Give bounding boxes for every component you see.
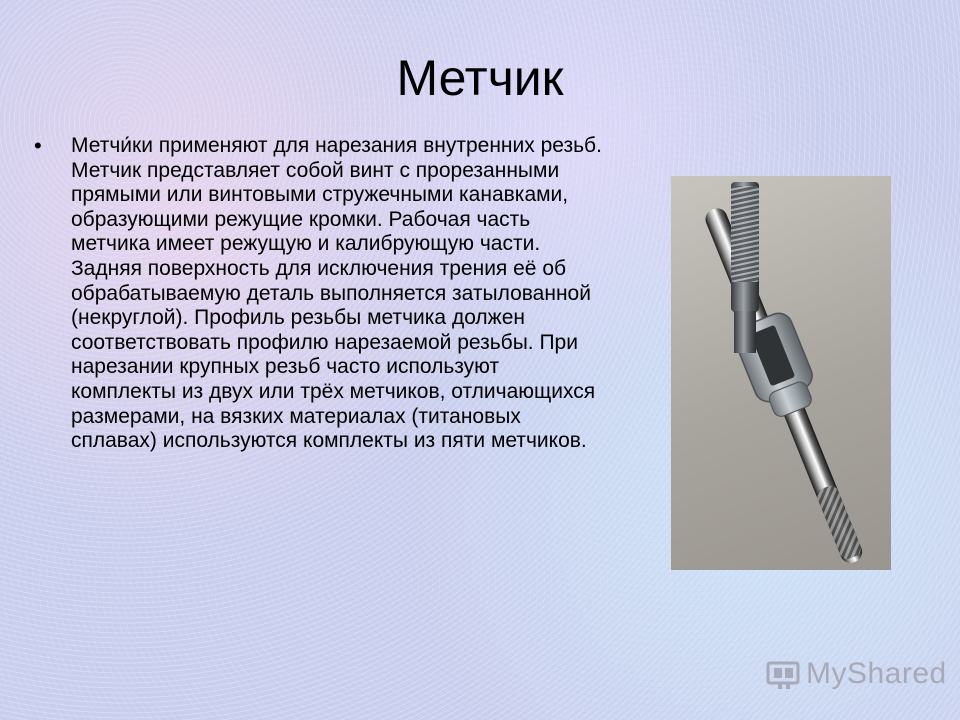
- tap-wrench-photo: [671, 176, 891, 570]
- tap-wrench-illustration: [671, 176, 891, 570]
- bullet-paragraph: Метчи́ки применяют для нарезания внутренних резьб. Метчик представляет собой винт с прорезанными прямыми или винтовыми стружечными канавками, образующими режущие кромки. Рабочая часть метчика имеет режущую и калибрующую части. Задняя поверхность для исключения трения её об обрабатываемую деталь выполняется затылованной (некруглой). Профиль резьбы метчика должен соответствовать профилю нарезаемой резьбы. При нарезании крупных резьб часто используют комплекты из двух или трёх метчиков, отличающихся размерами, на вязких материалах (титановых сплавах) используются комплекты из пяти метчиков.: [71, 134, 602, 453]
- myshared-logo-icon: [766, 657, 802, 691]
- slide-title: Метчик: [396, 50, 564, 106]
- watermark: [766, 654, 947, 694]
- bullet-item: [34, 134, 604, 454]
- bullet-marker: •: [34, 133, 42, 158]
- watermark-text: MyShared: [806, 657, 947, 690]
